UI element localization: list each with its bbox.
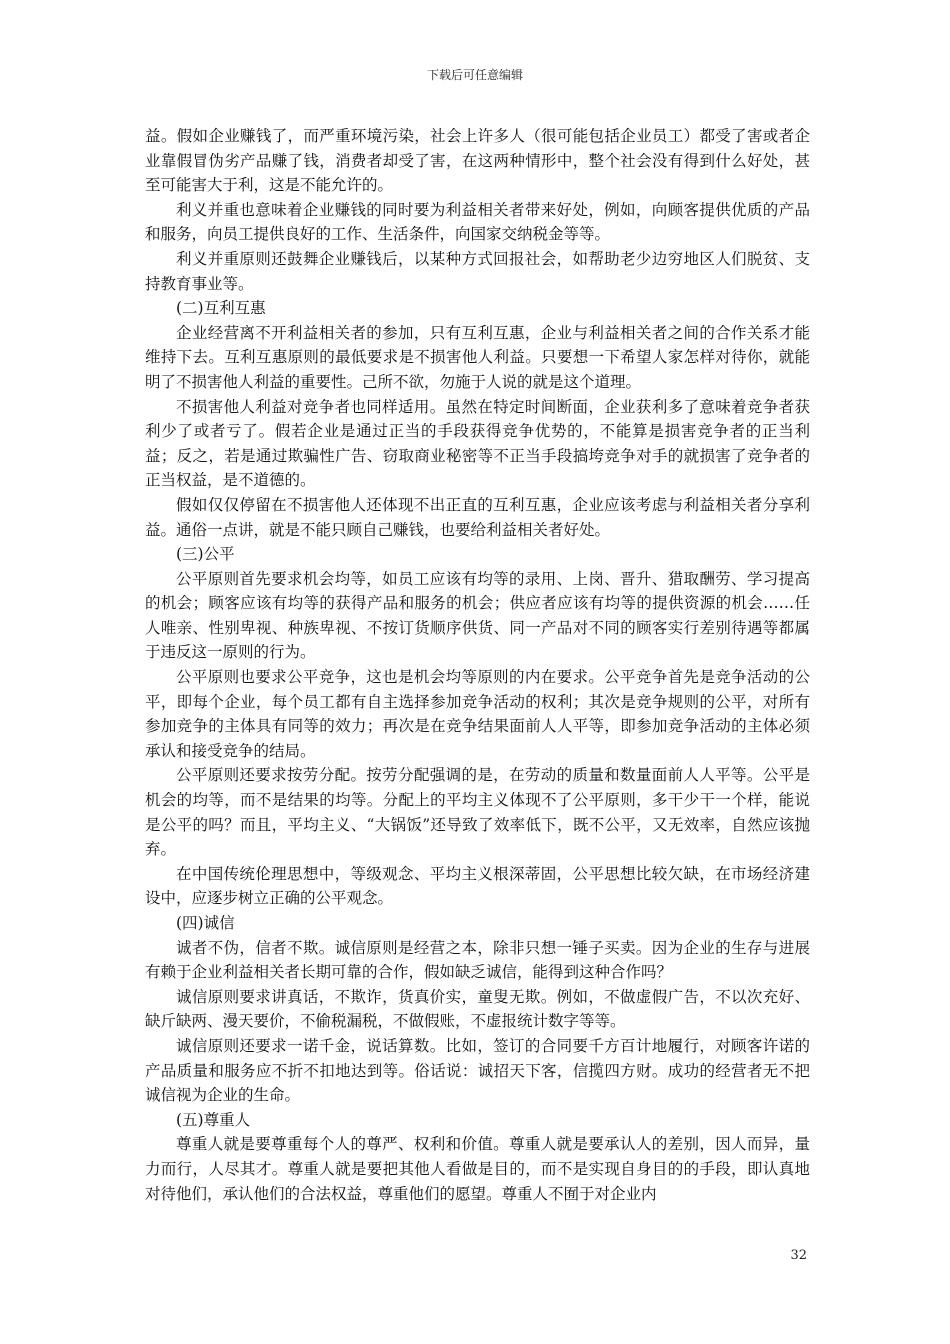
paragraph: 利义并重原则还鼓舞企业赚钱后，以某种方式回报社会，如帮助老少边穷地区人们脱贫、支持教育事业等。	[145, 249, 810, 293]
paragraph-continuation: 益。假如企业赚钱了，而严重环境污染，社会上许多人（很可能包括企业员工）都受了害或者企业靠假冒伪劣产品赚了钱，消费者却受了害，在这两种情形中，整个社会没有得到什么好处，甚至可能害大于利，这是不能允许的。	[145, 127, 810, 195]
paragraph: 公平原则首先要求机会均等，如员工应该有均等的录用、上岗、晋升、猎取酬劳、学习提高的机会；顾客应该有均等的获得产品和服务的机会；供应者应该有均等的提供资源的机会……任人唯亲、性别卑视、种族卑视、不按订货顺序供货、同一产品对不同的顾客实行差别待遇等都属于违反这一原则的行为。	[145, 569, 810, 662]
paragraph: 利义并重也意味着企业赚钱的同时要为利益相关者带来好处，例如，向顾客提供优质的产品和服务，向员工提供良好的工作、生活条件，向国家交纳税金等等。	[145, 200, 810, 244]
paragraph: 不损害他人利益对竞争者也同样适用。虽然在特定时间断面，企业获利多了意味着竞争者获利少了或者亏了。假若企业是通过正当的手段获得竞争优势的，不能算是损害竞争者的正当利益；反之，若是通过欺骗性广告、窃取商业秘密等不正当手段搞垮竞争对手的就损害了竞争者的正当权益，是不道德的。	[145, 397, 810, 490]
paragraph: 诚信原则还要求一诺千金，说话算数。比如，签订的合同要千方百计地履行，对顾客许诺的产品质量和服务应不折不扣地达到等。俗话说：诚招天下客，信揽四方财。成功的经营者无不把诚信视为企业的生命。	[145, 1036, 810, 1105]
paragraph: 诚信原则要求讲真话，不欺诈，货真价实，童叟无欺。例如，不做虚假广告，不以次充好、缺斤缺两、漫天要价，不偷税漏税，不做假账，不虚报统计数字等等。	[145, 987, 810, 1031]
section-heading-respect: (五)尊重人	[176, 1110, 251, 1129]
section-heading-fairness: (三)公平	[176, 545, 235, 564]
section-heading-integrity: (四)诚信	[176, 914, 235, 932]
paragraph: 公平原则也要求公平竞争，这也是机会均等原则的内在要求。公平竞争首先是竞争活动的公平，即每个企业，每个员工都有自主选择参加竞争活动的权利；其次是竞争规则的公平，对所有参加竞争的主体具有同等的效力；再次是在竞争结果面前人人平等，即参加竞争活动的主体必须承认和接受竞争的结局。	[145, 668, 810, 760]
page-number: 32	[790, 1248, 807, 1263]
paragraph: 在中国传统伦理思想中，等级观念、平均主义根深蒂固，公平思想比较欠缺，在市场经济建设中，应逐步树立正确的公平观念。	[145, 864, 810, 908]
paragraph: 假如仅仅停留在不损害他人还体现不出正直的互利互惠，企业应该考虑与利益相关者分享利益。通俗一点讲，就是不能只顾自己赚钱，也要给利益相关者好处。	[145, 495, 810, 539]
paragraph: 公平原则还要求按劳分配。按劳分配强调的是，在劳动的质量和数量面前人人平等。公平是机会的均等，而不是结果的均等。分配上的平均主义体现不了公平原则，多干少干一个样，能说是公平的吗？而且，平均主义、“大锅饭”还导致了效率低下，既不公平，又无效率，自然应该抛弃。	[145, 766, 810, 859]
document-body	[145, 124, 810, 1206]
paragraph: 尊重人就是要尊重每个人的尊严、权利和价值。尊重人就是要承认人的差别，因人而异，量力而行，人尽其才。尊重人就是要把其他人看做是目的，而不是实现自身目的的手段，即认真地对待他们，承认他们的合法权益，尊重他们的愿望。尊重人不囿于对企业内	[145, 1135, 810, 1203]
paragraph: 诚者不伪，信者不欺。诚信原则是经营之本，除非只想一锤子买卖。因为企业的生存与进展有赖于企业利益相关者长期可靠的合作，假如缺乏诚信，能得到这种合作吗？	[145, 938, 810, 982]
paragraph: 企业经营离不开利益相关者的参加，只有互利互惠，企业与利益相关者之间的合作关系才能维持下去。互利互惠原则的最低要求是不损害他人利益。只要想一下希望人家怎样对待你，就能明了不损害他人利益的重要性。己所不欲，勿施于人说的就是这个道理。	[145, 323, 810, 391]
section-heading-mutual-benefit: (二)互利互惠	[176, 299, 266, 318]
page-header: 下载后可任意编辑	[426, 68, 523, 82]
